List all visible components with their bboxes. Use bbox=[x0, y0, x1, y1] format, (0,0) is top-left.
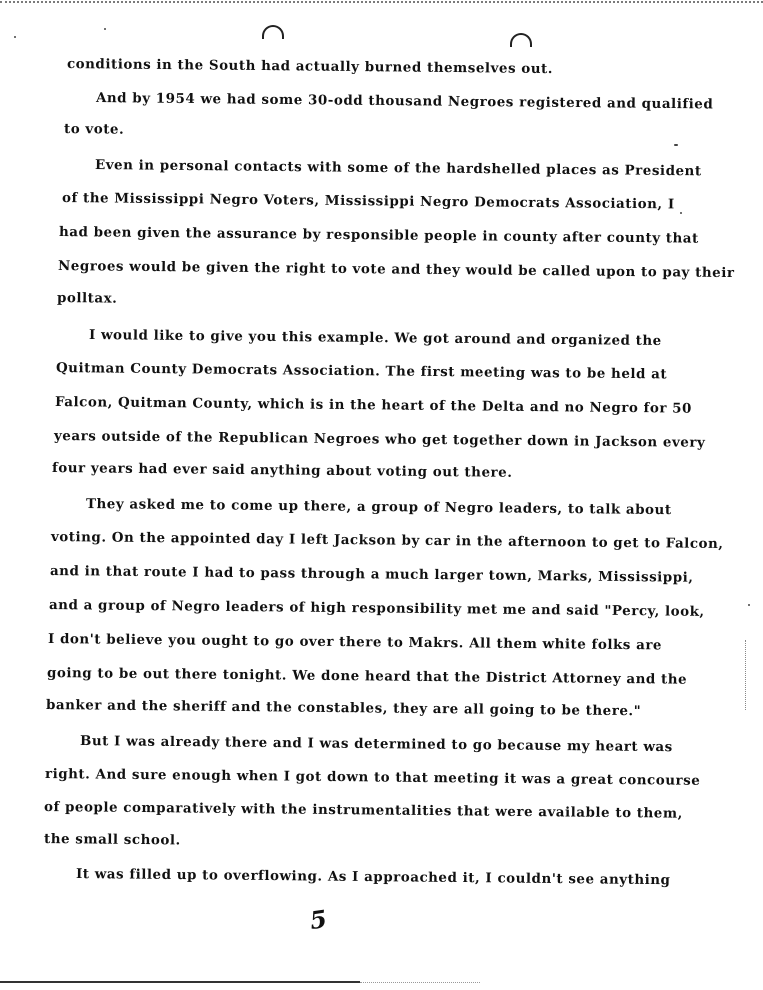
text-line: going to be out there tonight. We done heard that the District Attorney and the bbox=[46, 665, 688, 688]
text-line: Negroes would be given the right to vote and they would be called upon to pay their bbox=[57, 258, 735, 282]
top-edge-dotted-border bbox=[0, 1, 763, 3]
text-line: They asked me to come up there, a group of Negro leaders, to talk about bbox=[85, 496, 672, 519]
text-line: of people comparatively with the instrumentalities that were available to them, bbox=[43, 799, 683, 822]
text-line: and in that route I had to pass through a much larger town, Marks, Mississippi, bbox=[49, 563, 694, 586]
text-line: to vote. bbox=[63, 121, 125, 138]
page-number: 5 bbox=[308, 903, 329, 936]
text-line: conditions in the South had actually burned themselves out. bbox=[66, 56, 554, 78]
binder-punch-mark-left bbox=[262, 25, 284, 39]
text-line: the small school. bbox=[43, 831, 181, 849]
text-line: had been given the assurance by responsible people in county after county that bbox=[58, 224, 699, 247]
text-line: polltax. bbox=[56, 290, 118, 307]
text-line: It was filled up to overflowing. As I approached it, I couldn't see anything bbox=[75, 866, 671, 889]
scan-speck bbox=[748, 604, 750, 606]
binder-punch-mark-right bbox=[510, 33, 532, 47]
text-line: years outside of the Republican Negroes who get together down in Jackson every bbox=[53, 428, 706, 451]
text-line: four years had ever said anything about voting out there. bbox=[51, 460, 513, 481]
text-line: right. And sure enough when I got down to that meeting it was a great concourse bbox=[44, 766, 701, 789]
scan-speck bbox=[680, 212, 682, 214]
text-line: of the Mississippi Negro Voters, Mississippi Negro Democrats Association, I bbox=[61, 190, 675, 213]
bottom-rule bbox=[0, 981, 360, 983]
text-line: Falcon, Quitman County, which is in the heart of the Delta and no Negro for 50 bbox=[54, 394, 693, 417]
scan-speck bbox=[104, 28, 106, 30]
text-line: Quitman County Democrats Association. The first meeting was to be held at bbox=[55, 360, 668, 383]
text-line: voting. On the appointed day I left Jackson by car in the afternoon to get to Falcon, bbox=[50, 529, 724, 553]
scan-speck bbox=[674, 144, 678, 146]
text-line: And by 1954 we had some 30-odd thousand Negroes registered and qualified bbox=[95, 90, 714, 113]
text-line: Even in personal contacts with some of the hardshelled places as President bbox=[94, 157, 702, 180]
scan-speck bbox=[14, 36, 16, 38]
scan-edge-marks bbox=[745, 640, 748, 710]
text-line: I don't believe you ought to go over there to Makrs. All them white folks are bbox=[47, 631, 663, 654]
text-line: I would like to give you this example. We got around and organized the bbox=[88, 327, 662, 349]
bottom-rule-faint bbox=[360, 982, 480, 983]
text-line: and a group of Negro leaders of high responsibility met me and said "Percy, look, bbox=[48, 597, 705, 620]
text-line: But I was already there and I was determined to go because my heart was bbox=[79, 733, 673, 756]
text-line: banker and the sheriff and the constables, they are all going to be there." bbox=[45, 697, 642, 720]
